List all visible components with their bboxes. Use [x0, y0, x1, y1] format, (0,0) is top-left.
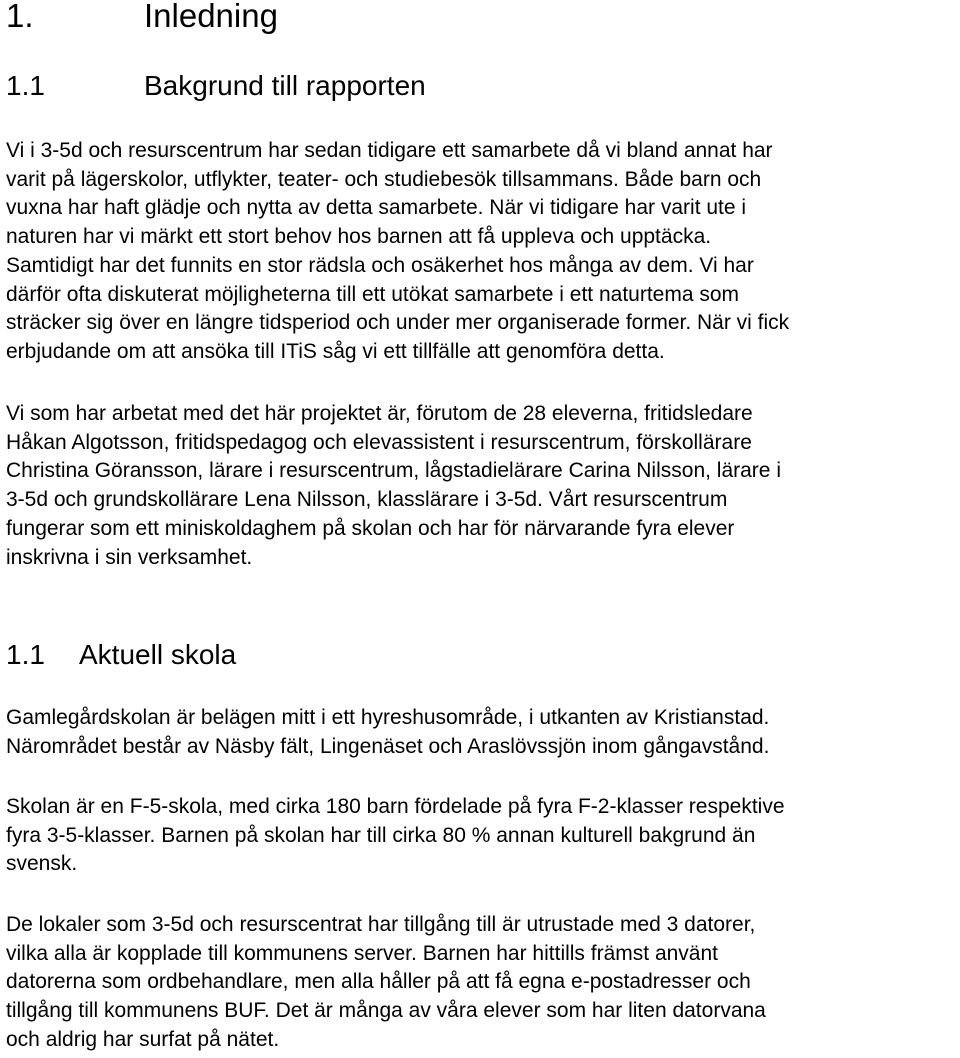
text-line: Vi som har arbetat med det här projektet är, förutom de 28 eleverna, fritidsledare	[6, 402, 753, 425]
paragraph-skola-2	[6, 793, 960, 879]
text-line: 3-5d och grundskollärare Lena Nilsson, klasslärare i 3-5d. Vårt resurscentrum	[6, 488, 728, 512]
text-line: Närområdet består av Näsby fält, Lingenäset och Araslövssjön inom gångavstånd.	[6, 734, 770, 758]
paragraph-skola-3	[6, 911, 960, 1055]
paragraph-bakgrund-1	[6, 137, 960, 367]
text-line: Gamlegårdskolan är belägen mitt i ett hyreshusområde, i utkanten av Kristianstad.	[6, 706, 770, 729]
text-line: vilka alla är kopplade till kommunens server. Barnen har hittills främst använt	[6, 941, 718, 965]
text-line: därför ofta diskuterat möjligheterna till ett utökat samarbete i ett naturtema som	[6, 282, 740, 306]
paragraph-bakgrund-2	[6, 400, 960, 572]
text-line: Håkan Algotsson, fritidspedagog och elevassistent i resurscentrum, förskollärare	[6, 430, 752, 454]
subsection-title: Aktuell skola	[79, 639, 237, 670]
text-line: Christina Göransson, lärare i resurscentrum, lågstadielärare Carina Nilsson, lärare i	[6, 459, 781, 483]
text-line: Vi i 3-5d och resurscentrum har sedan tidigare ett samarbete då vi bland annat har	[6, 139, 773, 162]
text-line: sträcker sig över en längre tidsperiod och under mer organiserade former. När vi fick	[6, 311, 790, 335]
text-line: Skolan är en F-5-skola, med cirka 180 barn fördelade på fyra F-2-klasser respektive	[6, 795, 785, 818]
text-line: inskrivna i sin verksamhet.	[6, 545, 253, 569]
text-line: Samtidigt har det funnits en stor rädsla och osäkerhet hos många av dem. Vi har	[6, 253, 754, 277]
text-line: erbjudande om att ansöka till ITiS såg vi ett tillfälle att genomföra detta.	[6, 339, 665, 363]
paragraph-skola-1	[6, 704, 960, 761]
text-line: tillgång till kommunens BUF. Det är många av våra elever som har liten datorvana	[6, 999, 766, 1023]
text-line: varit på lägerskolor, utflykter, teater- och studiebesök tillsammans. Både barn och	[6, 167, 762, 191]
text-line: datorerna som ordbehandlare, men alla håller på att få egna e-postadresser och	[6, 970, 751, 994]
text-line: svensk.	[6, 852, 78, 876]
section-heading-inledning	[6, 0, 278, 36]
text-line: och aldrig har surfat på nätet.	[6, 1027, 280, 1051]
subsection-title: Bakgrund till rapporten	[144, 70, 426, 101]
subsection-number: 1.1	[6, 639, 45, 670]
section-number: 1.	[6, 0, 34, 34]
subsection-heading-bakgrund	[6, 69, 426, 103]
section-title: Inledning	[144, 0, 278, 34]
text-line: fyra 3-5-klasser. Barnen på skolan har till cirka 80 % annan kulturell bakgrund än	[6, 823, 756, 847]
text-line: fungerar som ett miniskoldaghem på skolan och har för närvarande fyra elever	[6, 516, 735, 540]
subsection-heading-aktuell-skola	[6, 638, 236, 672]
text-line: De lokaler som 3-5d och resurscentrat har tillgång till är utrustade med 3 datorer,	[6, 913, 756, 936]
text-line: vuxna har haft glädje och nytta av detta samarbete. När vi tidigare har varit ute i	[6, 196, 747, 220]
subsection-number: 1.1	[6, 70, 45, 101]
text-line: naturen har vi märkt ett stort behov hos barnen att få uppleva och upptäcka.	[6, 225, 712, 249]
